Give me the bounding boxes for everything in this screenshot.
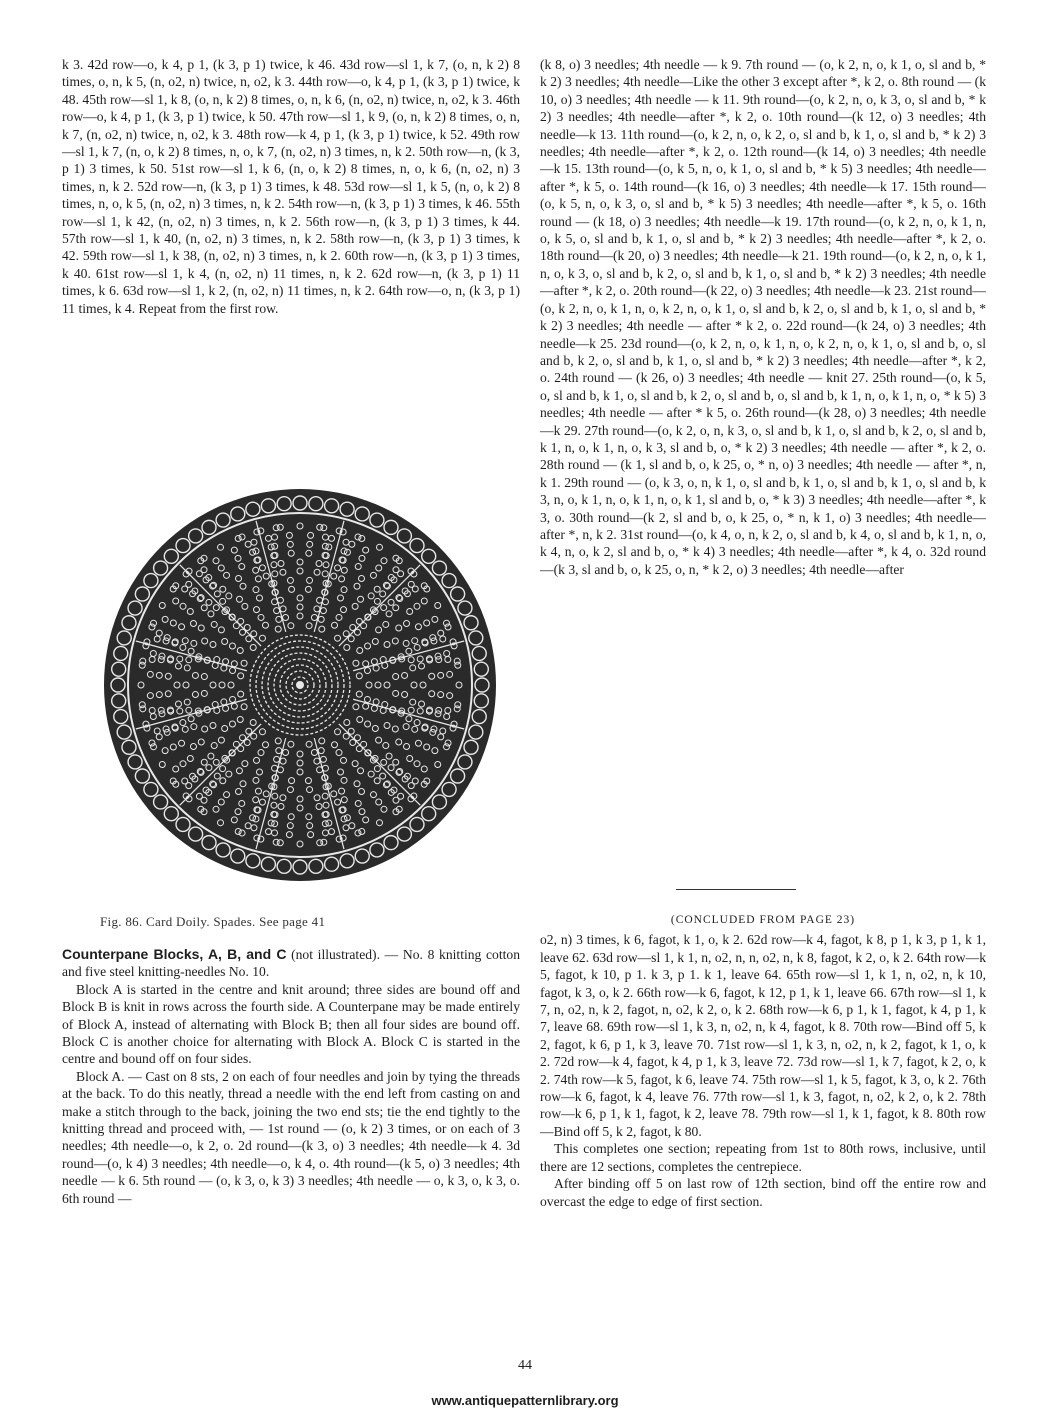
text-column-left-bottom (62, 946, 520, 1207)
completion-note: This completes one section; repeating from 1st to 80th rows, inclusive, until there are 12 sections, completes the centrepiece. (540, 1141, 986, 1174)
concluded-label: (CONCLUDED FROM PAGE 23) (670, 914, 856, 926)
doily-illustration (100, 485, 500, 885)
doily-centre (296, 681, 304, 689)
section-divider (676, 889, 796, 890)
counterpane-materials: (not illustrated). — No. 8 knitting cotton and five steel knitting-needles No. 10. (62, 947, 520, 980)
doily-image (100, 485, 500, 885)
text-column-right-bottom (540, 912, 986, 1210)
pattern-text-rows-62-80: o2, n) 3 times, k 6, fagot, k 1, o, k 2. 62d row—k 4, fagot, k 8, p 1, k 3, p 1, k 1, leave 62. 63d row—sl 1, k 1, n, o2, n, n, o2, n, k 8, fagot, k 2, o, k 2. 64th row—k 5, fagot, k 10, p 1. k 3, p 1. k 1, leave 64. 65th row—sl 1, k 1, n, o2, n, k 10, fagot, k 3, o, k 2. 66th row—k 6, fagot, k 12, p 1, k 1, leave 66. 67th row—sl 1, k 7, n, o2, n, k 2, fagot, n, o2, k 2, o, k 2. 68th row—k 6, p 1, k 1, fagot, k 4, p 1, k 7, leave 68. 69th row—sl 1, k 3, n, o2, n, k 4, fagot, k 8. 70th row—Bind off 5, k 2, fagot, k 6, p 1, k 3, leave 70. 71st row—sl 1, k 3, n, o2, n, k 2, fagot, k 1, o, k 2. 72d row—k 4, fagot, k 4, p 1, k 3, leave 72. 73d row—sl 1, k 7, fagot, k 2, o, k 2. 74th row—k 5, fagot, k 6, leave 74. 75th row—sl 1, k 5, fagot, k 3, o, k 2. 76th row—k 6, fagot, k 4, leave 76. 77th row—sl 1, k 3, fagot, n, o2, k 2, o, k 2. 78th row—k 6, p 1, k 1, fagot, k 2, leave 78. 79th row—sl 1, k 1, fagot, k 8. 80th row—Bind off 5, k 2, fagot, k 80. (540, 932, 986, 1139)
counterpane-intro (62, 946, 520, 981)
counterpane-heading: Counterpane Blocks, A, B, and C (62, 946, 287, 962)
text-column-right (540, 56, 986, 578)
pattern-text-rounds-6-32: (k 8, o) 3 needles; 4th needle — k 9. 7th round — (o, k 2, n, o, k 1, o, sl and b, * k 2) 3 needles; 4th needle—Like the other 3 except after *, k 2, o. 8th round — (k 10, o) 3 needles; 4th needle — k 11. 9th round—(o, k 2, n, o, k 3, o, sl and b, * k 2) 3 needles; 4th needle—after *, k 2, o. 10th round—(k 12, o) 3 needles; 4th needle—k 13. 11th round—(o, k 2, n, o, k 2, o, sl and b, k 1, o, sl and b, * k 2) 3 needles; 4th needle—after *, k 2, o. 12th round—(k 14, o) 3 needles; 4th needle—k 15. 13th round—(o, k 5, n, o, k 1, o, sl and b, * k 5) 3 needles; 4th needle—after *, k 5, o. 14th round—(k 16, o) 3 needles; 4th needle—k 17. 15th round—(o, k 5, n, o, k 3, o, sl and b, * k 5) 3 needles; 4th needle—after *, k 5, o. 16th round — (k 18, o) 3 needles; 4th needle—k 19. 17th round—(o, k 2, n, o, k 1, n, o, k 5, o, sl and b, k 1, o, sl and b, * k 2) 3 needles; 4th needle—after *, k 2, o. 18th round—(k 20, o) 3 needles; 4th needle—k 21. 19th round—(o, k 2, n, o, k 1, n, o, k 3, o, sl and b, k 2, o, sl and b, k 1, o, sl and b, * k 2) 3 needles; 4th needle—after *, k 2, o. 20th round—(k 22, o) 3 needles; 4th needle—k 23. 21st round—(o, k 2, n, o, k 1, n, o, k 2, n, o, k 1, o, sl and b, k 2, o, sl and b, k 1, o, sl and b, * k 2) 3 needles; 4th needle — after * k 2, o. 22d round—(k 24, o) 3 needles; 4th needle—k 25. 23d round—(o, k 2, n, o, k 1, n, o, k 2, n, o, k 1, o, sl and b, o, sl and b, k 2, o, sl and b, k 1, o, sl and b, * k 2) 3 needles; 4th needle—after *, k 2, o. 24th round — (k 26, o) 3 needles; 4th needle — knit 27. 25th round—(o, k 5, o, sl and b, k 1, o, sl and b, k 2, o, sl and b, o, sl and b, k 1, n, o, k 1, n, o, * k 5) 3 needles; 4th needle — after * k 5, o. 26th round—(k 28, o) 3 needles; 4th needle—k 29. 27th round—(o, k 2, o, n, k 3, o, sl and b, k 1, o, sl and b, k 2, o, sl and b, k 1, n, o, k 1, n, o, k 3, sl and b, o, * k 2) 3 needles; 4th needle — after *, k 2, o. 28th round — (k 1, sl and b, o, k 25, o, * n, o) 3 needles; 4th needle — after *, n, k 1. 29th round — (o, k 3, o, n, k 1, o, sl and b, k 1, o, sl and b, k 1, o, sl and b, k 3, n, o, k 1, n, o, k 1, n, o, k 1, sl and b, o, * k 3) 3 needles; 4th needle—after *, k 3, o. 30th round—(k 2, sl and b, o, k 25, o, * n, k 1, o) 3 needles; 4th needle—after *, n, k 2. 31st round—(o, k 4, o, n, k 2, o, sl and b, k 4, o, sl and b, k 1, n, o, k 4, n, o, k 2, sl and b, o, * k 4) 3 needles; 4th needle—after *, k 4, o. 32d round—(k 3, sl and b, o, k 25, o, n, * k 2, o) 3 needles; 4th needle—after (540, 57, 986, 577)
footer-url: www.antiquepatternlibrary.org (431, 1393, 619, 1408)
page-number: 44 (518, 1358, 532, 1373)
text-column-left-top (62, 56, 520, 317)
block-a-instructions: Block A. — Cast on 8 sts, 2 on each of four needles and join by tying the threads at the back. To do this neatly, thread a needle with the end left from casting on and make a stitch through to the back, joining the two end sts; tie the end tightly to the knitting thread and proceed with, — 1st round — (o, k 2) 3 times, or on each of 3 needles; 4th needle—o, k 2, o. 2d round—(k 3, o) 3 needles; 4th needle—k 4. 3d round—(o, k 4) 3 needles; 4th needle—o, k 4, o. 4th round—(k 5, o) 3 needles; 4th needle — k 6. 5th round — (o, k 3, o, k 3) 3 needles; 4th needle — o, k 3, o, k 3, o. 6th round — (62, 1068, 520, 1206)
pattern-text-rows-42-64: k 3. 42d row—o, k 4, p 1, (k 3, p 1) twice, k 46. 43d row—sl 1, k 7, (o, n, k 2) 8 times, o, n, k 5, (n, o2, n) twice, n, o2, k 3. 44th row—o, k 4, p 1, (k 3, p 1) twice, k 48. 45th row—sl 1, k 8, (o, n, k 2) 8 times, o, n, k 6, (n, o2, n) twice, n, o2, k 3. 46th row—o, k 4, p 1, (k 3, p 1) twice, k 50. 47th row—sl 1, k 9, (o, n, k 2) 8 times, o, n, k 7, (n, o2, n) twice, n, o2, k 3. 48th row—k 4, p 1, (k 3, p 1) twice, k 52. 49th row—sl 1, k 7, (n, o, k 2) 8 times, n, o, k 7, (n, o2, n) 3 times, n, k 2. 50th row—n, (k 3, p 1) 3 times, k 50. 51st row—sl 1, k 6, (n, o, k 2) 8 times, n, o, k 6, (n, o2, n) 3 times, n, k 2. 52d row—n, (k 3, p 1) 3 times, k 48. 53d row—sl 1, k 5, (n, o, k 2) 8 times, n, o, k 5, (n, o2, n) 3 times, n, k 2. 54th row—n, (k 3, p 1) 3 times, k 46. 55th row—sl 1, k 42, (n, o2, n) 3 times, n, k 2. 56th row—n, (k 3, p 1) 3 times, k 44. 57th row—sl 1, k 40, (n, o2, n) 3 times, n, k 2. 58th row—n, (k 3, p 1) 3 times, k 42. 59th row—sl 1, k 38, (n, o2, n) 3 times, n, k 2. 60th row—n, (k 3, p 1) 3 times, k 40. 61st row—sl 1, k 4, (n, o2, n) 11 times, n, k 2. 62d row—n, (k 3, p 1) 11 times, k 6. 63d row—sl 1, k 2, (n, o2, n) 11 times, n, k 2. 64th row—o, n, (k 3, p 1) 11 times, k 4. Repeat from the first row. (62, 57, 520, 316)
counterpane-block-description: Block A is started in the centre and knit around; three sides are bound off and Block B is knit in rows across the fourth side. A Counterpane may be made entirely of Block A, instead of alternating with Block B; then all four sides are bound off. Block C is another choice for alternating with Block A. Block C is started in the centre and bound off on four sides. (62, 981, 520, 1067)
figure-caption: Fig. 86. Card Doily. Spades. See page 41 (100, 914, 326, 929)
finishing-note: After binding off 5 on last row of 12th section, bind off the entire row and overcast the edge to edge of first section. (540, 1176, 986, 1209)
